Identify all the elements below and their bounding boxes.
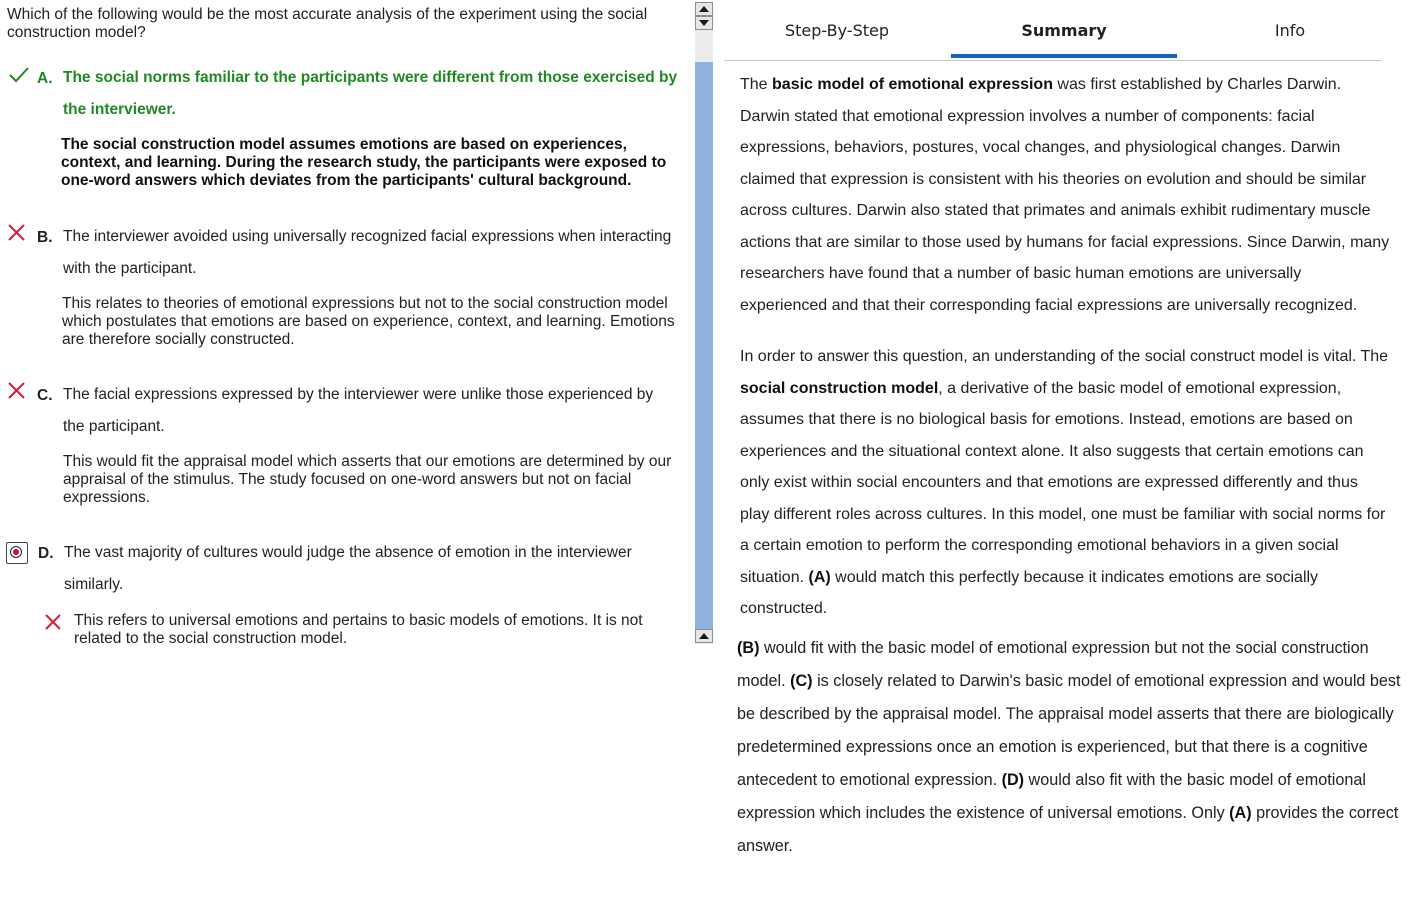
option-a-explanation: The social construction model assumes emotions are based on experiences, context, and learning. During the research study, the participants were exposed to one-word answers which deviates from the participants' cultural background. — [61, 136, 667, 189]
summary-paragraph-2 — [740, 341, 1390, 625]
bold-term: (C) — [790, 672, 813, 690]
option-d-text[interactable]: The vast majority of cultures would judge the absence of emotion in the interviewer similarly. — [64, 544, 632, 593]
bold-term: (A) — [808, 568, 831, 586]
option-b-letter: B. — [37, 229, 53, 246]
option-b-explanation: This relates to theories of emotional expressions but not to the social construction model which postulates that emotions are based on experience, context, and learning. Emotions are therefore socially constructed. — [62, 295, 675, 348]
text-run: , a derivative of the basic model of emotional expression, assumes that there is no biological basis for emotions. Instead, emotions are based on experiences and the situational context alone. It also suggests that certain emotions can only exist within social encounters and that emotions are expressed differently and thus play different roles across cultures. In this model, one must be familiar with social norms for a certain emotion to perform the corresponding emotional behaviors in a given social situation. — [740, 379, 1386, 586]
option-a-text[interactable]: The social norms familiar to the participants were different from those exercised by the interviewer. — [63, 69, 678, 118]
option-c-explanation: This would fit the appraisal model which asserts that our emotions are determined by our appraisal of the stimulus. The study focused on one-word answers but not on facial expressions. — [63, 453, 672, 506]
scroll-up-arrow-icon[interactable] — [695, 2, 713, 16]
option-d-explanation: This refers to universal emotions and pertains to basic models of emotions. It is not related to the social construction model. — [74, 612, 643, 647]
tab-info[interactable]: Info — [1274, 20, 1306, 40]
text-run: was first established by Charles Darwin. Darwin stated that emotional expression involves a number of components: facial expressions, behaviors, postures, vocal changes, and physiological changes. Darwin claimed that expression is consistent with his theories on evolution and should be similar across cultures. Darwin also stated that primates and animals exhibit rudimentary muscle actions that are similar to those used by humans for facial expressions. Since Darwin, many researchers have found that a number of basic human emotions are universally experienced and that their corresponding facial expressions are universally recognized. — [740, 76, 1390, 314]
text-run: The — [740, 76, 773, 93]
text-run: is closely related to Darwin's basic model of emotional expression and would best be described by the appraisal model. The appraisal model asserts that there are biologically predetermined expressions once an emotion is experienced, but that there is a cognitive antecedent to emotional expression. — [737, 672, 1401, 789]
scroll-up-arrow-icon[interactable] — [695, 629, 713, 643]
bold-term: social construction model — [740, 379, 939, 397]
active-tab-indicator — [951, 54, 1177, 58]
summary-paragraph-1 — [740, 69, 1390, 321]
option-d-letter: D. — [38, 545, 54, 562]
summary-paragraph-3 — [737, 632, 1413, 863]
bold-term: (D) — [1001, 771, 1025, 789]
text-run: provides the correct answer. — [737, 804, 1399, 855]
tab-summary[interactable]: Summary — [1021, 20, 1107, 40]
text-run: In order to answer this question, an understanding of the social construct model is vital. The — [740, 348, 1389, 365]
text-run: would fit with the basic model of emotional expression but not the social construction model. — [737, 639, 1369, 690]
scroll-down-arrow-icon[interactable] — [695, 16, 713, 30]
x-mark-icon — [6, 222, 28, 244]
text-run: would match this perfectly because it indicates emotions are socially constructed. — [740, 568, 1319, 617]
option-c-text[interactable]: The facial expressions expressed by the interviewer were unlike those experienced by the participant. — [63, 386, 654, 435]
x-mark-icon — [43, 612, 63, 632]
option-c-letter: C. — [37, 387, 53, 404]
option-a-letter: A. — [37, 70, 53, 87]
selected-radio-icon[interactable] — [6, 542, 28, 564]
x-mark-icon — [6, 380, 28, 402]
tab-bar — [724, 0, 1382, 61]
question-text: Which of the following would be the most accurate analysis of the experiment using the social construction model? — [7, 6, 648, 41]
radio-dot — [13, 549, 19, 555]
checkmark-icon — [8, 64, 30, 86]
bold-term: (A) — [1229, 804, 1252, 822]
text-run: would also fit with the basic model of emotional expression which includes the existence of universal emotions. Only — [737, 771, 1366, 822]
scrollbar-thumb[interactable] — [695, 62, 713, 629]
tab-step-by-step[interactable]: Step-By-Step — [785, 20, 889, 40]
option-b-text[interactable]: The interviewer avoided using universally recognized facial expressions when interacting with the participant. — [63, 228, 672, 277]
bold-term: basic model of emotional expression — [772, 76, 1053, 93]
bold-term: (B) — [737, 639, 760, 657]
